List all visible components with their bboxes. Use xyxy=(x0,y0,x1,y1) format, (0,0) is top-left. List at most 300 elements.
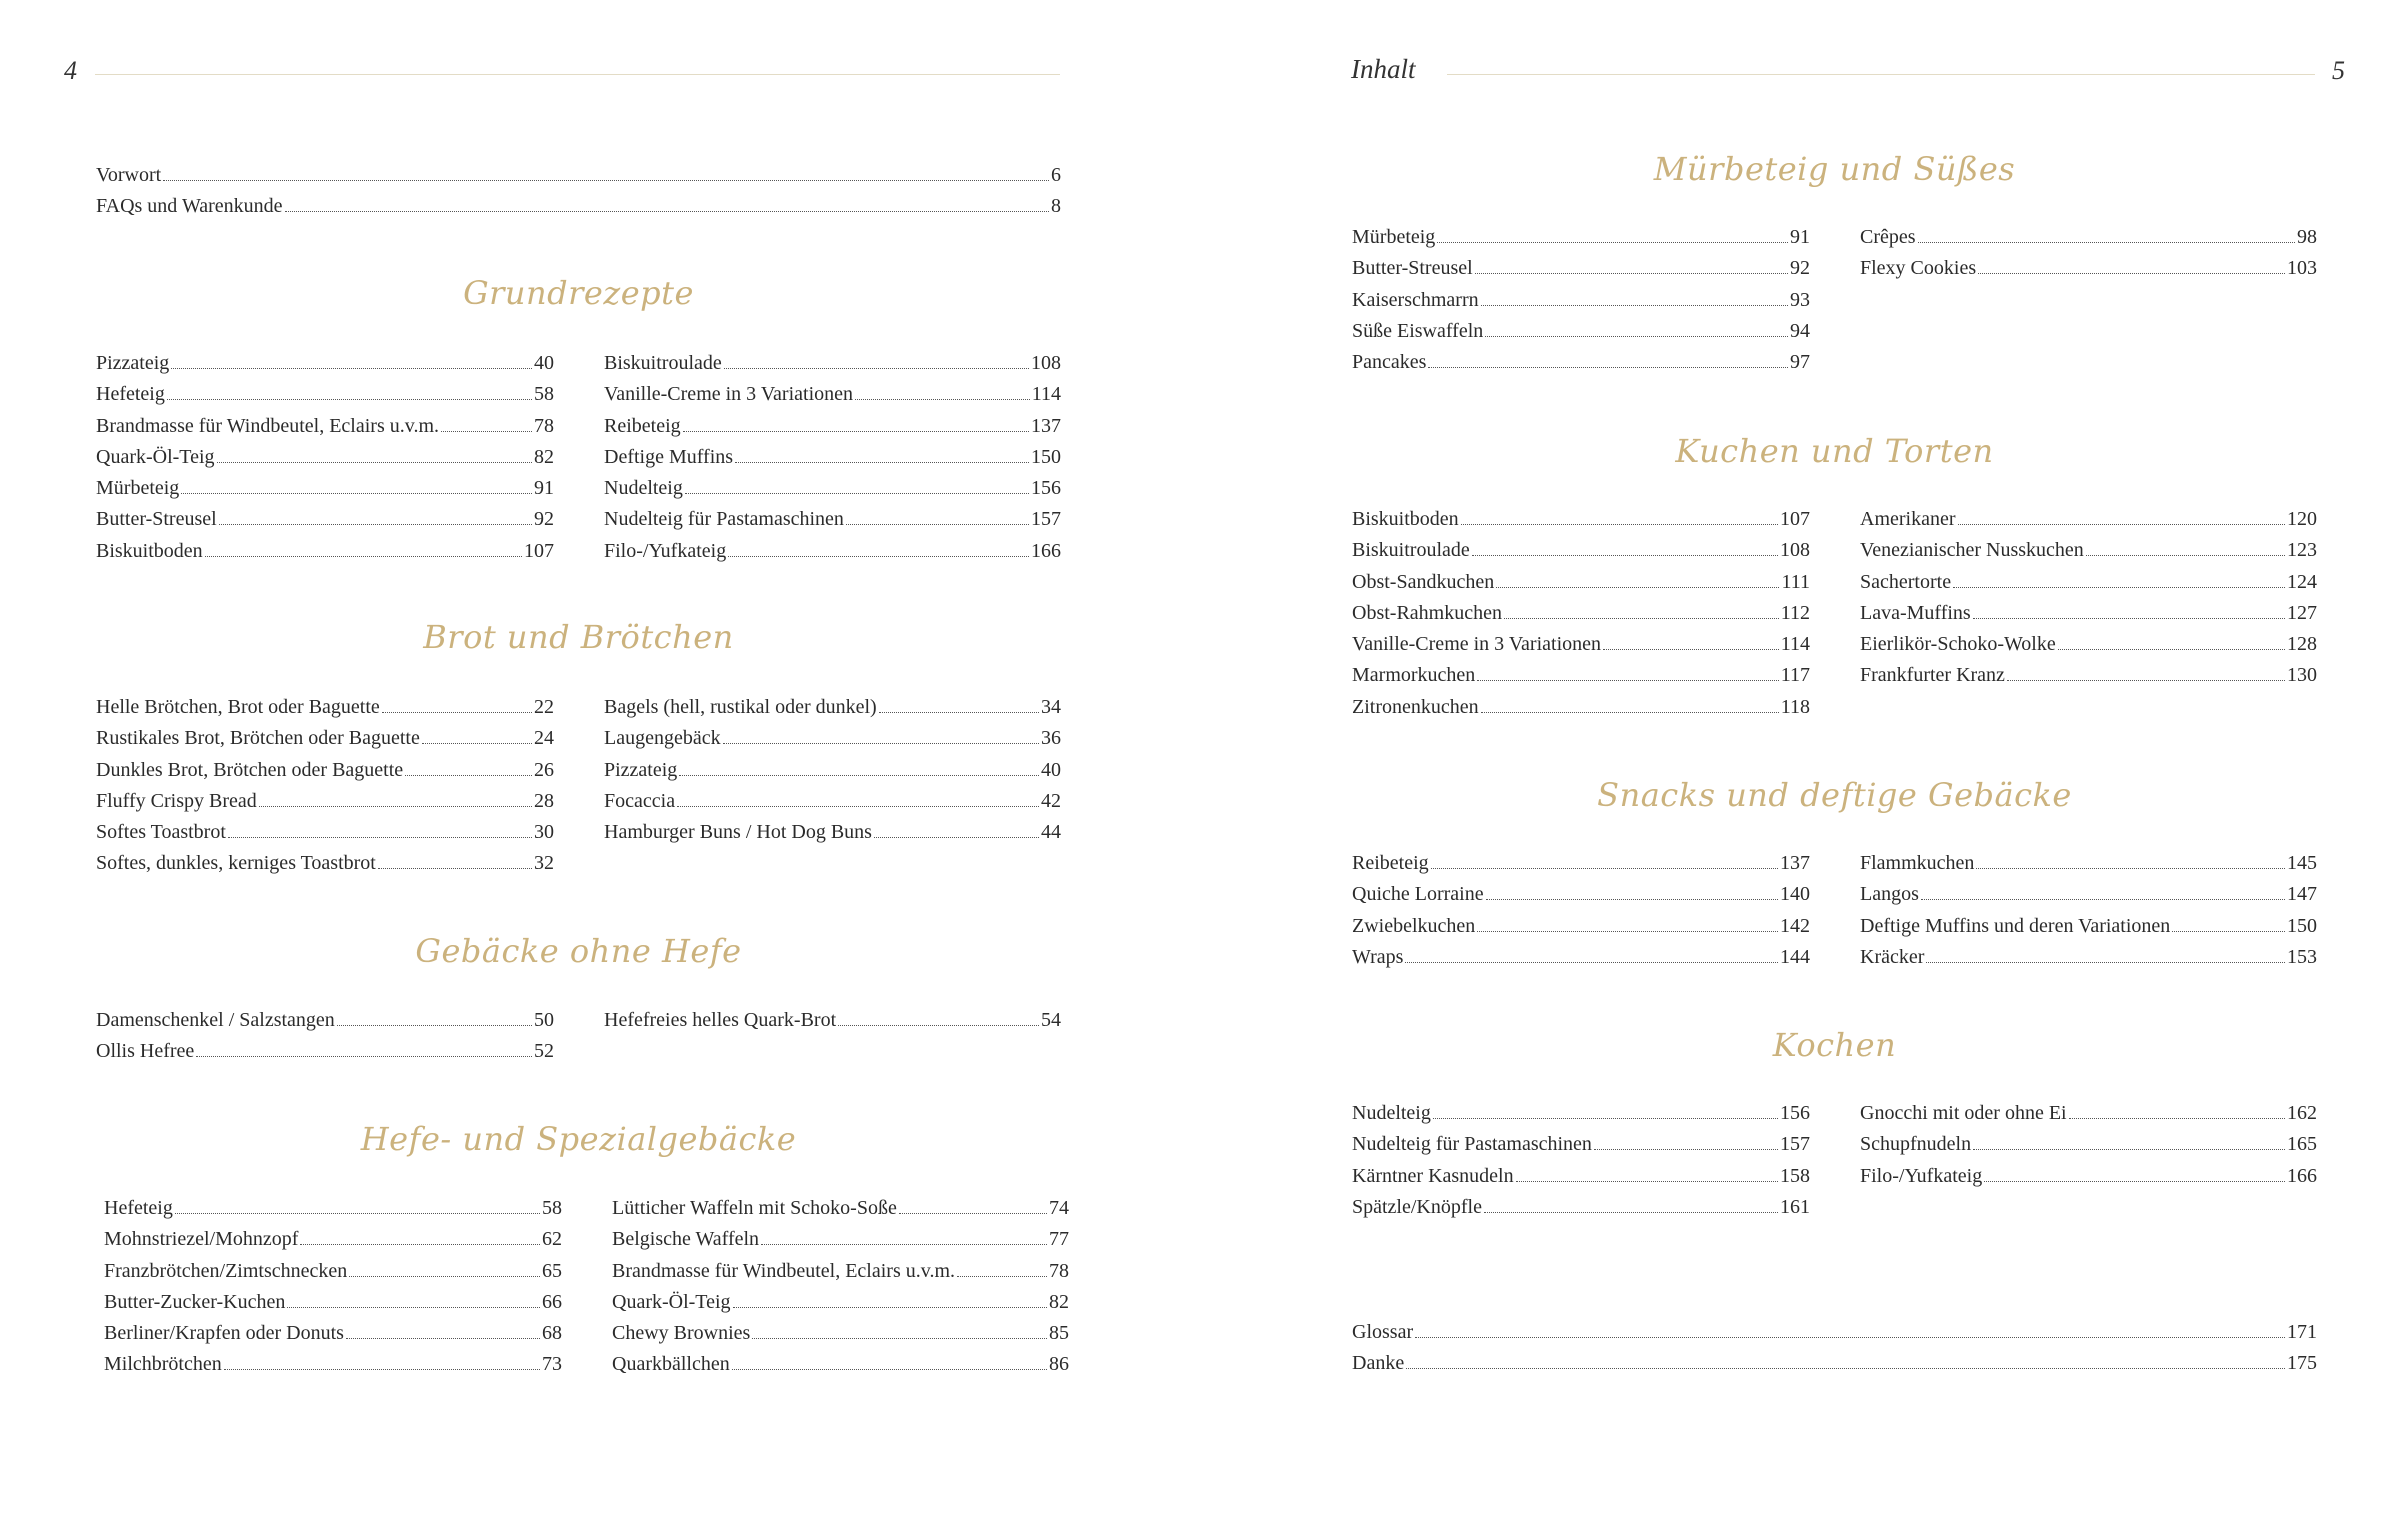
toc-entry xyxy=(1352,942,1810,973)
toc-entry xyxy=(1352,1192,1810,1223)
toc-entry-title: Frankfurter Kranz xyxy=(1860,664,2005,687)
dot-leader xyxy=(196,1056,532,1057)
toc-entry-page: 42 xyxy=(1041,789,1061,812)
toc-entry-page: 107 xyxy=(524,539,554,562)
toc-entry-page: 91 xyxy=(1790,226,1810,248)
toc-entry xyxy=(604,411,1061,442)
dot-leader xyxy=(761,1244,1047,1245)
toc-entry-page: 156 xyxy=(1031,477,1061,500)
toc-entry xyxy=(1352,1348,2317,1379)
toc-entry-page: 50 xyxy=(534,1009,554,1031)
toc-entry-page: 36 xyxy=(1041,727,1061,750)
toc-entry-title: Deftige Muffins und deren Variationen xyxy=(1860,914,2171,937)
toc-entry xyxy=(1352,1161,1810,1192)
toc-entry-title: Zwiebelkuchen xyxy=(1352,914,1476,937)
toc-entry xyxy=(612,1224,1069,1255)
toc-entry-title: Butter-Zucker-Kuchen xyxy=(104,1290,286,1313)
toc-entry xyxy=(1860,629,2317,660)
toc-entry-title: Biskuitroulade xyxy=(1352,539,1470,562)
toc-entry-title: Nudelteig für Pastamaschinen xyxy=(1352,1133,1592,1156)
toc-entry xyxy=(96,473,554,504)
toc-entry-page: 22 xyxy=(534,696,554,718)
toc-entry-title: Quarkbällchen xyxy=(612,1353,730,1376)
toc-entry-page: 78 xyxy=(534,414,554,437)
toc-entry-title: Vanille-Creme in 3 Variationen xyxy=(1352,633,1602,656)
toc-entry-page: 98 xyxy=(2297,226,2317,248)
toc-entry xyxy=(104,1224,562,1255)
toc-entry-page: 150 xyxy=(1031,445,1061,468)
toc-entry-title: Reibeteig xyxy=(604,414,681,437)
dot-leader xyxy=(1603,649,1779,650)
dot-leader xyxy=(163,180,1049,181)
toc-entry-title: Lava-Muffins xyxy=(1860,601,1971,624)
dot-leader xyxy=(224,1369,540,1370)
dot-leader xyxy=(879,712,1039,713)
toc-entry-title: Chewy Brownies xyxy=(612,1322,751,1345)
right-page-number: 5 xyxy=(2332,56,2345,85)
toc-entry-page: 166 xyxy=(1031,539,1061,562)
toc-entry-title: Spätzle/Knöpfle xyxy=(1352,1195,1482,1218)
toc-entry-page: 54 xyxy=(1041,1009,1061,1031)
dot-leader xyxy=(1437,242,1788,243)
toc-entry-title: FAQs und Warenkunde xyxy=(96,195,283,218)
toc-entry-page: 118 xyxy=(1780,695,1810,718)
toc-entry-title: Nudelteig für Pastamaschinen xyxy=(604,508,844,531)
toc-entry-title: Helle Brötchen, Brot oder Baguette xyxy=(96,696,380,718)
ohne-hefe-col-1 xyxy=(96,1005,554,1068)
toc-entry-page: 158 xyxy=(1780,1164,1810,1187)
toc-entry-title: Brandmasse für Windbeutel, Eclairs u.v.m. xyxy=(612,1259,955,1282)
toc-entry xyxy=(104,1349,562,1380)
section-heading-brot: Brot und Brötchen xyxy=(423,618,734,656)
toc-entry-page: 142 xyxy=(1780,914,1810,937)
muerbeteig-col-1 xyxy=(1352,222,1810,378)
toc-entry-title: Focaccia xyxy=(604,789,676,812)
dot-leader xyxy=(441,431,532,432)
section-heading-ohne-hefe: Gebäcke ohne Hefe xyxy=(415,932,742,970)
dot-leader xyxy=(1486,899,1778,900)
hefe-spezial-col-1 xyxy=(104,1193,562,1381)
dot-leader xyxy=(838,1025,1039,1026)
toc-entry xyxy=(1860,535,2317,566)
toc-entry-page: 137 xyxy=(1031,414,1061,437)
toc-entry xyxy=(604,723,1061,754)
toc-entry-title: Bagels (hell, rustikal oder dunkel) xyxy=(604,696,877,718)
dot-leader xyxy=(349,1276,540,1277)
toc-entry xyxy=(96,411,554,442)
dot-leader xyxy=(1477,931,1778,932)
dot-leader xyxy=(685,493,1029,494)
dot-leader xyxy=(1405,962,1778,963)
toc-entry-page: 74 xyxy=(1049,1197,1069,1219)
toc-entry xyxy=(104,1318,562,1349)
toc-entry-page: 127 xyxy=(2287,601,2317,624)
toc-entry-page: 32 xyxy=(534,852,554,875)
toc-entry xyxy=(96,692,554,723)
hefe-spezial-col-2 xyxy=(612,1193,1069,1381)
dot-leader xyxy=(677,806,1039,807)
dot-leader xyxy=(1428,367,1788,368)
toc-entry-title: Danke xyxy=(1352,1352,1405,1375)
dot-leader xyxy=(855,399,1030,400)
toc-entry xyxy=(1860,253,2317,284)
toc-entry-page: 30 xyxy=(534,821,554,844)
dot-leader xyxy=(300,1244,540,1245)
section-heading-snacks: Snacks und deftige Gebäcke xyxy=(1597,776,2072,814)
dot-leader xyxy=(422,743,532,744)
dot-leader xyxy=(1978,273,2285,274)
toc-entry-page: 150 xyxy=(2287,914,2317,937)
toc-entry-title: Laugengebäck xyxy=(604,727,721,750)
left-intro-list xyxy=(96,160,1061,223)
dot-leader xyxy=(1918,242,2295,243)
toc-entry-page: 128 xyxy=(2287,633,2317,656)
toc-entry-page: 62 xyxy=(542,1228,562,1251)
dot-leader xyxy=(679,775,1039,776)
toc-entry xyxy=(612,1349,1069,1380)
dot-leader xyxy=(1472,555,1778,556)
dot-leader xyxy=(2086,555,2285,556)
toc-entry-page: 124 xyxy=(2287,570,2317,593)
dot-leader xyxy=(285,211,1049,212)
dot-leader xyxy=(175,1213,540,1214)
toc-entry xyxy=(96,160,1061,191)
toc-entry-page: 86 xyxy=(1049,1353,1069,1376)
right-header-rule xyxy=(1447,74,2315,75)
toc-entry-title: Hefefreies helles Quark-Brot xyxy=(604,1009,837,1031)
dot-leader xyxy=(683,431,1029,432)
toc-entry-page: 82 xyxy=(534,445,554,468)
left-page-number: 4 xyxy=(64,56,77,85)
toc-entry xyxy=(604,755,1061,786)
toc-entry xyxy=(1860,504,2317,535)
toc-entry-page: 111 xyxy=(1781,570,1810,593)
toc-entry-title: Crêpes xyxy=(1860,226,1916,248)
toc-entry-page: 147 xyxy=(2287,883,2317,906)
dot-leader xyxy=(1481,712,1779,713)
toc-entry xyxy=(1352,911,1810,942)
toc-entry-page: 103 xyxy=(2287,257,2317,280)
dot-leader xyxy=(219,524,532,525)
dot-leader xyxy=(728,556,1029,557)
toc-entry xyxy=(96,348,554,379)
toc-entry xyxy=(1860,1161,2317,1192)
toc-entry-page: 91 xyxy=(534,477,554,500)
kuchen-col-1 xyxy=(1352,504,1810,723)
toc-entry xyxy=(96,786,554,817)
toc-entry xyxy=(612,1287,1069,1318)
section-heading-grundrezepte: Grundrezepte xyxy=(463,274,694,312)
toc-entry-page: 140 xyxy=(1780,883,1810,906)
toc-entry xyxy=(96,191,1061,222)
toc-entry-title: Quiche Lorraine xyxy=(1352,883,1484,906)
toc-entry-title: Mohnstriezel/Mohnzopf xyxy=(104,1228,299,1251)
toc-entry-page: 92 xyxy=(534,508,554,531)
toc-entry-page: 107 xyxy=(1780,508,1810,530)
toc-entry-title: Fluffy Crispy Bread xyxy=(96,789,257,812)
dot-leader xyxy=(724,368,1029,369)
dot-leader xyxy=(2058,649,2285,650)
toc-entry-page: 52 xyxy=(534,1040,554,1063)
dot-leader xyxy=(1415,1337,2285,1338)
toc-entry-title: Eierlikör-Schoko-Wolke xyxy=(1860,633,2056,656)
toc-entry-title: Hamburger Buns / Hot Dog Buns xyxy=(604,821,872,844)
dot-leader xyxy=(1984,1181,2285,1182)
toc-entry xyxy=(612,1318,1069,1349)
toc-entry xyxy=(1352,347,1810,378)
dot-leader xyxy=(405,775,532,776)
toc-entry-page: 78 xyxy=(1049,1259,1069,1282)
toc-entry-title: Pizzateig xyxy=(96,352,170,374)
toc-entry-title: Nudelteig xyxy=(604,477,683,500)
dot-leader xyxy=(171,368,532,369)
toc-entry-title: Zitronenkuchen xyxy=(1352,695,1479,718)
dot-leader xyxy=(899,1213,1047,1214)
toc-entry-page: 108 xyxy=(1780,539,1810,562)
kochen-col-2 xyxy=(1860,1098,2317,1192)
toc-entry-title: Pancakes xyxy=(1352,351,1427,374)
dot-leader xyxy=(287,1307,540,1308)
left-header-rule xyxy=(95,74,1060,75)
toc-entry-title: Ollis Hefree xyxy=(96,1040,195,1063)
toc-entry xyxy=(96,442,554,473)
dot-leader xyxy=(735,462,1029,463)
toc-entry xyxy=(604,536,1061,567)
toc-entry xyxy=(1352,660,1810,691)
toc-entry xyxy=(612,1193,1069,1224)
muerbeteig-col-2 xyxy=(1860,222,2317,285)
toc-entry-title: Gnocchi mit oder ohne Ei xyxy=(1860,1102,2067,1124)
toc-entry-title: Hefeteig xyxy=(104,1197,173,1219)
dot-leader xyxy=(205,556,522,557)
toc-entry xyxy=(604,442,1061,473)
toc-entry-title: Deftige Muffins xyxy=(604,445,734,468)
toc-entry-title: Biskuitboden xyxy=(96,539,203,562)
toc-entry-page: 175 xyxy=(2287,1352,2317,1375)
toc-entry-title: Milchbrötchen xyxy=(104,1353,222,1376)
toc-entry xyxy=(1352,598,1810,629)
toc-entry-title: Filo-/Yufkateig xyxy=(604,539,727,562)
toc-entry-page: 145 xyxy=(2287,852,2317,874)
toc-entry xyxy=(96,379,554,410)
toc-entry-page: 26 xyxy=(534,758,554,781)
toc-entry-page: 58 xyxy=(542,1197,562,1219)
ohne-hefe-col-2 xyxy=(604,1005,1061,1036)
dot-leader xyxy=(874,837,1039,838)
section-heading-kochen: Kochen xyxy=(1772,1026,1897,1064)
toc-entry xyxy=(1352,629,1810,660)
toc-entry-page: 58 xyxy=(534,383,554,406)
toc-entry-title: Biskuitboden xyxy=(1352,508,1459,530)
toc-entry xyxy=(96,1036,554,1067)
dot-leader xyxy=(1594,1149,1778,1150)
dot-leader xyxy=(1475,273,1788,274)
toc-entry xyxy=(604,348,1061,379)
kuchen-col-2 xyxy=(1860,504,2317,692)
toc-entry-page: 123 xyxy=(2287,539,2317,562)
dot-leader xyxy=(1484,1212,1778,1213)
toc-entry-page: 40 xyxy=(1041,758,1061,781)
toc-entry-page: 171 xyxy=(2287,1321,2317,1343)
toc-entry-page: 137 xyxy=(1780,852,1810,874)
toc-entry-page: 114 xyxy=(1031,383,1061,406)
toc-entry-title: Biskuitroulade xyxy=(604,352,722,374)
toc-entry xyxy=(604,473,1061,504)
toc-entry xyxy=(604,379,1061,410)
running-title: Inhalt xyxy=(1351,54,1416,84)
brot-col-2 xyxy=(604,692,1061,848)
dot-leader xyxy=(346,1338,540,1339)
dot-leader xyxy=(1921,899,2285,900)
toc-entry-page: 65 xyxy=(542,1259,562,1282)
toc-entry-title: Kärntner Kasnudeln xyxy=(1352,1164,1514,1187)
toc-entry xyxy=(604,1005,1061,1036)
toc-entry-title: Softes, dunkles, kerniges Toastbrot xyxy=(96,852,376,875)
toc-entry-page: 97 xyxy=(1790,351,1810,374)
grundrezepte-col-2 xyxy=(604,348,1061,567)
toc-entry-title: Sachertorte xyxy=(1860,570,1952,593)
toc-entry xyxy=(1352,879,1810,910)
toc-entry-page: 85 xyxy=(1049,1322,1069,1345)
toc-entry xyxy=(604,786,1061,817)
dot-leader xyxy=(2007,680,2285,681)
toc-entry xyxy=(1352,1317,2317,1348)
toc-entry xyxy=(1352,316,1810,347)
toc-entry-title: Brandmasse für Windbeutel, Eclairs u.v.m. xyxy=(96,414,439,437)
toc-entry-page: 130 xyxy=(2287,664,2317,687)
toc-entry xyxy=(96,817,554,848)
dot-leader xyxy=(1976,868,2285,869)
toc-entry-page: 161 xyxy=(1780,1195,1810,1218)
toc-entry-title: Venezianischer Nusskuchen xyxy=(1860,539,2084,562)
toc-entry-title: Langos xyxy=(1860,883,1919,906)
dot-leader xyxy=(1431,868,1778,869)
toc-entry xyxy=(1860,598,2317,629)
dot-leader xyxy=(181,493,532,494)
toc-entry xyxy=(1860,567,2317,598)
toc-entry-title: Schupfnudeln xyxy=(1860,1133,1972,1156)
toc-entry-page: 108 xyxy=(1031,352,1061,374)
toc-entry xyxy=(604,817,1061,848)
dot-leader xyxy=(2069,1118,2285,1119)
toc-entry xyxy=(612,1256,1069,1287)
toc-entry xyxy=(1352,1129,1810,1160)
toc-entry xyxy=(96,723,554,754)
toc-entry xyxy=(1860,222,2317,253)
toc-entry-title: Pizzateig xyxy=(604,758,678,781)
dot-leader xyxy=(378,868,532,869)
toc-entry-title: Damenschenkel / Salzstangen xyxy=(96,1009,335,1031)
toc-entry-title: Flexy Cookies xyxy=(1860,257,1977,280)
toc-entry-page: 82 xyxy=(1049,1290,1069,1313)
dot-leader xyxy=(1973,1149,2285,1150)
toc-entry-page: 93 xyxy=(1790,288,1810,311)
toc-entry-title: Marmorkuchen xyxy=(1352,664,1476,687)
toc-entry-page: 24 xyxy=(534,727,554,750)
toc-entry xyxy=(96,1005,554,1036)
toc-entry-page: 157 xyxy=(1780,1133,1810,1156)
dot-leader xyxy=(167,399,532,400)
dot-leader xyxy=(2172,931,2285,932)
toc-entry-title: Süße Eiswaffeln xyxy=(1352,319,1484,342)
toc-entry xyxy=(1352,692,1810,723)
toc-entry xyxy=(96,536,554,567)
dot-leader xyxy=(1504,618,1779,619)
toc-entry-page: 34 xyxy=(1041,696,1061,718)
toc-entry xyxy=(604,692,1061,723)
section-heading-hefe-spezial: Hefe- und Spezialgebäcke xyxy=(360,1120,797,1158)
toc-entry-page: 28 xyxy=(534,789,554,812)
toc-entry-page: 44 xyxy=(1041,821,1061,844)
toc-entry-title: Quark-Öl-Teig xyxy=(612,1290,731,1313)
toc-entry-page: 153 xyxy=(2287,945,2317,968)
toc-entry-page: 68 xyxy=(542,1322,562,1345)
toc-entry-page: 157 xyxy=(1031,508,1061,531)
dot-leader xyxy=(1406,1368,2285,1369)
dot-leader xyxy=(259,806,532,807)
toc-entry xyxy=(104,1287,562,1318)
toc-entry xyxy=(1352,535,1810,566)
toc-entry xyxy=(96,504,554,535)
toc-entry-page: 162 xyxy=(2287,1102,2317,1124)
toc-entry-title: Dunkles Brot, Brötchen oder Baguette xyxy=(96,758,404,781)
toc-entry-title: Kräcker xyxy=(1860,945,1925,968)
toc-entry-page: 8 xyxy=(1051,195,1061,218)
right-outro-list xyxy=(1352,1317,2317,1380)
toc-entry-page: 94 xyxy=(1790,319,1810,342)
section-heading-muerbeteig: Mürbeteig und Süßes xyxy=(1653,150,2016,188)
toc-entry xyxy=(1352,567,1810,598)
toc-entry-title: Obst-Sandkuchen xyxy=(1352,570,1495,593)
toc-entry xyxy=(1860,1129,2317,1160)
toc-entry xyxy=(1352,504,1810,535)
toc-entry-page: 92 xyxy=(1790,257,1810,280)
dot-leader xyxy=(733,1307,1047,1308)
dot-leader xyxy=(957,1276,1047,1277)
toc-entry-page: 156 xyxy=(1780,1102,1810,1124)
dot-leader xyxy=(846,524,1029,525)
toc-entry-title: Wraps xyxy=(1352,945,1404,968)
toc-entry xyxy=(104,1193,562,1224)
dot-leader xyxy=(1485,336,1788,337)
dot-leader xyxy=(1477,680,1778,681)
toc-entry-title: Glossar xyxy=(1352,1321,1414,1343)
toc-entry-page: 66 xyxy=(542,1290,562,1313)
dot-leader xyxy=(1953,587,2285,588)
toc-entry xyxy=(104,1256,562,1287)
toc-entry-title: Obst-Rahmkuchen xyxy=(1352,601,1502,624)
toc-entry xyxy=(1352,848,1810,879)
snacks-col-2 xyxy=(1860,848,2317,973)
toc-entry-title: Nudelteig xyxy=(1352,1102,1431,1124)
toc-entry xyxy=(1860,660,2317,691)
toc-entry-page: 144 xyxy=(1780,945,1810,968)
toc-entry-title: Lütticher Waffeln mit Schoko-Soße xyxy=(612,1197,897,1219)
snacks-col-1 xyxy=(1352,848,1810,973)
toc-entry xyxy=(604,504,1061,535)
toc-entry-title: Reibeteig xyxy=(1352,852,1429,874)
toc-entry-page: 114 xyxy=(1780,633,1810,656)
toc-entry-title: Vanille-Creme in 3 Variationen xyxy=(604,383,854,406)
toc-entry-page: 117 xyxy=(1780,664,1810,687)
dot-leader xyxy=(217,462,532,463)
toc-entry-title: Berliner/Krapfen oder Donuts xyxy=(104,1322,344,1345)
dot-leader xyxy=(1461,524,1778,525)
toc-entry-title: Franzbrötchen/Zimtschnecken xyxy=(104,1259,348,1282)
toc-entry-title: Mürbeteig xyxy=(96,477,180,500)
dot-leader xyxy=(752,1338,1047,1339)
toc-entry-title: Rustikales Brot, Brötchen oder Baguette xyxy=(96,727,420,750)
